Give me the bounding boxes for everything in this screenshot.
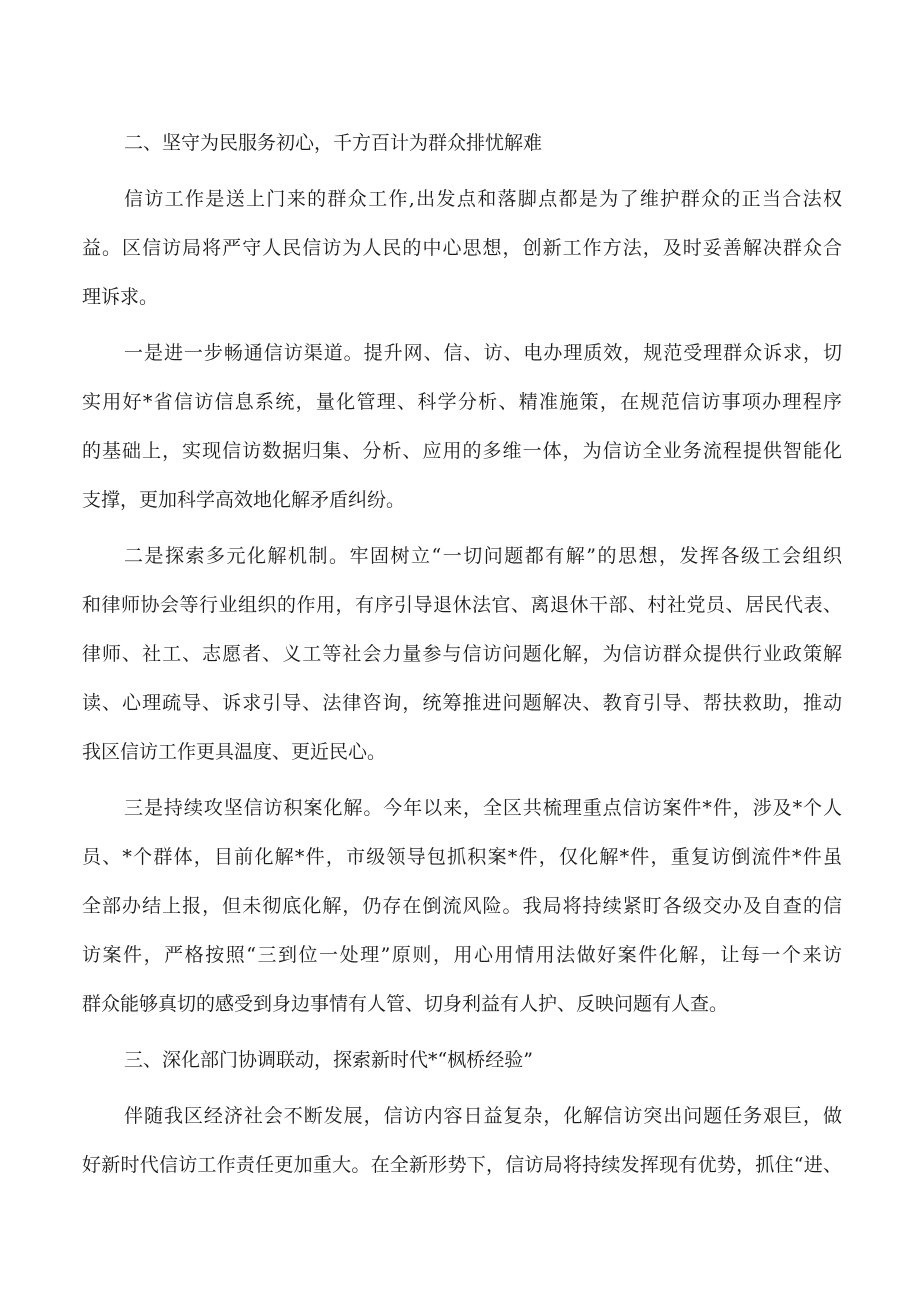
- paragraph-line: 员、*个群体，目前化解*件，市级领导包抓积案*件，仅化解*件，重复访倒流件*件虽: [82, 846, 842, 868]
- paragraph-line: 群众能够真切的感受到身边事情有人管、切身利益有人护、反映问题有人查。: [82, 993, 729, 1015]
- paragraph-line: 律师、社工、志愿者、义工等社会力量参与信访问题化解，为信访群众提供行业政策解: [82, 643, 842, 665]
- paragraph-line: 理诉求。: [82, 286, 159, 308]
- section-heading-2: 二、坚守为民服务初心，千方百计为群众排忧解难: [124, 132, 543, 154]
- paragraph-line: 三是持续攻坚信访积案化解。今年以来，全区共梳理重点信访案件*件，涉及*个人: [124, 797, 842, 819]
- paragraph-line: 实用好*省信访信息系统，量化管理、科学分析、精准施策，在规范信访事项办理程序: [82, 391, 842, 413]
- section-heading-3: 三、深化部门协调联动，探索新时代*“枫桥经验”: [124, 1049, 533, 1071]
- paragraph-line: 的基础上，实现信访数据归集、分析、应用的多维一体，为信访全业务流程提供智能化: [82, 440, 842, 462]
- paragraph-line: 和律师协会等行业组织的作用，有序引导退休法官、离退休干部、村社党员、居民代表、: [82, 594, 842, 616]
- paragraph-line: 访案件，严格按照“三到位一处理”原则，用心用情用法做好案件化解，让每一个来访: [82, 944, 842, 966]
- paragraph-line: 好新时代信访工作责任更加重大。在全新形势下，信访局将持续发挥现有优势，抓住“进、: [82, 1154, 842, 1176]
- paragraph-line: 二是探索多元化解机制。牢固树立“一切问题都有解”的思想，发挥各级工会组织: [124, 545, 842, 567]
- paragraph-line: 益。区信访局将严守人民信访为人民的中心思想，创新工作方法，及时妥善解决群众合: [82, 237, 842, 259]
- paragraph-line: 信访工作是送上门来的群众工作,出发点和落脚点都是为了维护群众的正当合法权: [124, 188, 842, 210]
- paragraph-line: 全部办结上报，但未彻底化解，仍存在倒流风险。我局将持续紧盯各级交办及自查的信: [82, 895, 842, 917]
- paragraph-line: 我区信访工作更具温度、更近民心。: [82, 741, 387, 763]
- paragraph-line: 支撑，更加科学高效地化解矛盾纠纷。: [82, 489, 406, 511]
- paragraph-line: 一是进一步畅通信访渠道。提升网、信、访、电办理质效，规范受理群众诉求，切: [124, 342, 842, 364]
- paragraph-line: 读、心理疏导、诉求引导、法律咨询，统筹推进问题解决、教育引导、帮扶救助，推动: [82, 692, 842, 714]
- paragraph-line: 伴随我区经济社会不断发展，信访内容日益复杂，化解信访突出问题任务艰巨，做: [124, 1105, 842, 1127]
